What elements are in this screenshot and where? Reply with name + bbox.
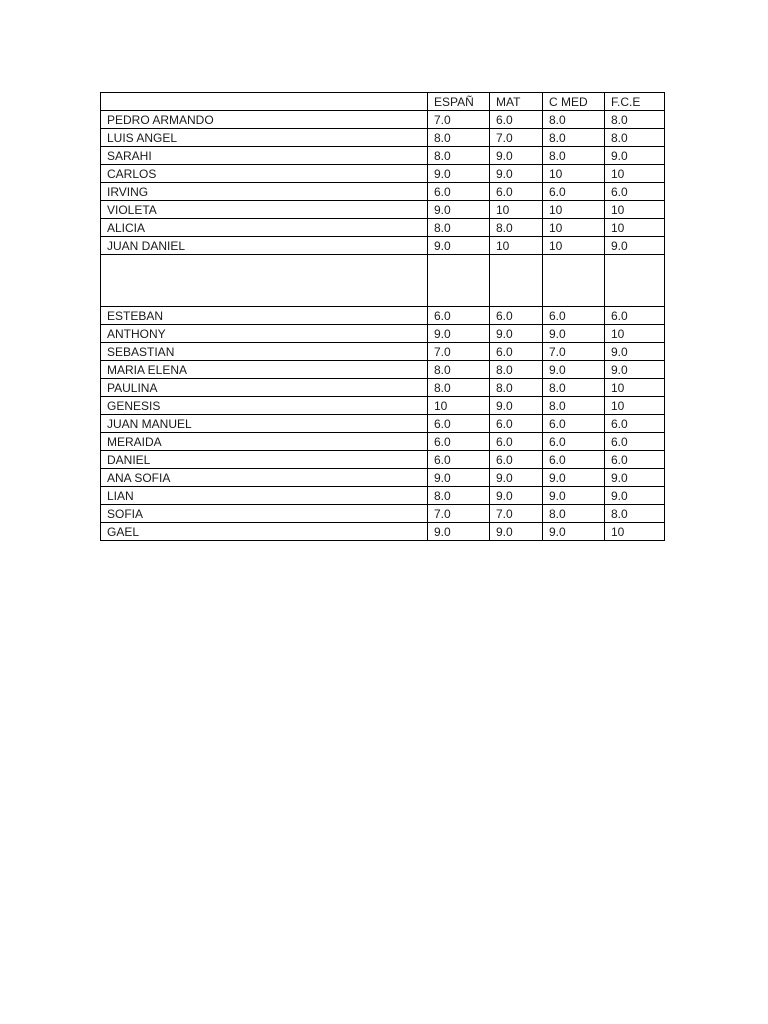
ciencias-medio-grade-cell: 6.0 (543, 183, 605, 201)
matematicas-grade-cell: 9.0 (490, 487, 543, 505)
matematicas-grade-cell: 10 (490, 201, 543, 219)
fce-grade-cell: 10 (605, 379, 665, 397)
ciencias-medio-grade-cell: 9.0 (543, 469, 605, 487)
espanol-grade-cell: 9.0 (428, 469, 490, 487)
matematicas-grade-cell: 8.0 (490, 219, 543, 237)
fce-grade-cell: 6.0 (605, 451, 665, 469)
matematicas-grade-cell: 6.0 (490, 415, 543, 433)
student-name-cell: SOFIA (101, 505, 428, 523)
matematicas-grade-cell: 8.0 (490, 361, 543, 379)
matematicas-grade-cell: 9.0 (490, 523, 543, 541)
header-cell-ciencias-medio: C MED (543, 93, 605, 111)
matematicas-grade-cell: 9.0 (490, 397, 543, 415)
matematicas-grade-cell: 9.0 (490, 147, 543, 165)
grades-table (100, 92, 665, 541)
header-cell-name (101, 93, 428, 111)
table-row (101, 111, 665, 129)
ciencias-medio-grade-cell: 9.0 (543, 523, 605, 541)
table-row (101, 325, 665, 343)
student-name-cell: ANTHONY (101, 325, 428, 343)
table-row (101, 397, 665, 415)
fce-grade-cell: 10 (605, 165, 665, 183)
matematicas-grade-cell: 10 (490, 237, 543, 255)
ciencias-medio-grade-cell: 10 (543, 219, 605, 237)
matematicas-grade-cell: 7.0 (490, 505, 543, 523)
fce-grade-cell: 6.0 (605, 433, 665, 451)
matematicas-grade-cell: 9.0 (490, 325, 543, 343)
table-row (101, 129, 665, 147)
grades-table-body (101, 93, 665, 541)
espanol-grade-cell: 9.0 (428, 523, 490, 541)
student-name-cell: IRVING (101, 183, 428, 201)
matematicas-grade-cell: 6.0 (490, 307, 543, 325)
ciencias-medio-grade-cell: 6.0 (543, 451, 605, 469)
table-row (101, 433, 665, 451)
espanol-grade-cell: 7.0 (428, 111, 490, 129)
student-name-cell: MARIA ELENA (101, 361, 428, 379)
fce-grade-cell: 9.0 (605, 487, 665, 505)
espanol-grade-cell: 7.0 (428, 343, 490, 361)
table-row (101, 147, 665, 165)
espanol-grade-cell: 8.0 (428, 219, 490, 237)
espanol-grade-cell: 9.0 (428, 165, 490, 183)
fce-grade-cell: 10 (605, 219, 665, 237)
espanol-grade-cell: 6.0 (428, 183, 490, 201)
fce-grade-cell: 10 (605, 397, 665, 415)
student-name-cell: VIOLETA (101, 201, 428, 219)
empty-cell (101, 255, 428, 307)
table-row (101, 343, 665, 361)
espanol-grade-cell: 10 (428, 397, 490, 415)
fce-grade-cell: 8.0 (605, 505, 665, 523)
ciencias-medio-grade-cell: 8.0 (543, 379, 605, 397)
matematicas-grade-cell: 7.0 (490, 129, 543, 147)
fce-grade-cell: 8.0 (605, 111, 665, 129)
matematicas-grade-cell: 6.0 (490, 343, 543, 361)
empty-cell (543, 255, 605, 307)
student-name-cell: GENESIS (101, 397, 428, 415)
ciencias-medio-grade-cell: 8.0 (543, 147, 605, 165)
fce-grade-cell: 9.0 (605, 343, 665, 361)
ciencias-medio-grade-cell: 8.0 (543, 397, 605, 415)
student-name-cell: DANIEL (101, 451, 428, 469)
ciencias-medio-grade-cell: 10 (543, 165, 605, 183)
header-row (101, 93, 665, 111)
espanol-grade-cell: 6.0 (428, 451, 490, 469)
fce-grade-cell: 10 (605, 523, 665, 541)
ciencias-medio-grade-cell: 10 (543, 237, 605, 255)
espanol-grade-cell: 8.0 (428, 147, 490, 165)
header-cell-espanol: ESPAÑ (428, 93, 490, 111)
matematicas-grade-cell: 9.0 (490, 165, 543, 183)
fce-grade-cell: 6.0 (605, 415, 665, 433)
table-row (101, 219, 665, 237)
ciencias-medio-grade-cell: 8.0 (543, 505, 605, 523)
student-name-cell: JUAN MANUEL (101, 415, 428, 433)
espanol-grade-cell: 8.0 (428, 487, 490, 505)
student-name-cell: LUIS ANGEL (101, 129, 428, 147)
empty-cell (428, 255, 490, 307)
espanol-grade-cell: 6.0 (428, 433, 490, 451)
ciencias-medio-grade-cell: 9.0 (543, 325, 605, 343)
student-name-cell: JUAN DANIEL (101, 237, 428, 255)
espanol-grade-cell: 9.0 (428, 325, 490, 343)
table-row (101, 451, 665, 469)
student-name-cell: PEDRO ARMANDO (101, 111, 428, 129)
empty-row (101, 255, 665, 307)
matematicas-grade-cell: 6.0 (490, 111, 543, 129)
table-row (101, 415, 665, 433)
student-name-cell: LIAN (101, 487, 428, 505)
table-row (101, 237, 665, 255)
table-row (101, 379, 665, 397)
header-cell-fce: F.C.E (605, 93, 665, 111)
matematicas-grade-cell: 9.0 (490, 469, 543, 487)
ciencias-medio-grade-cell: 9.0 (543, 361, 605, 379)
espanol-grade-cell: 6.0 (428, 415, 490, 433)
espanol-grade-cell: 7.0 (428, 505, 490, 523)
ciencias-medio-grade-cell: 6.0 (543, 433, 605, 451)
fce-grade-cell: 6.0 (605, 183, 665, 201)
table-row (101, 505, 665, 523)
table-row (101, 307, 665, 325)
student-name-cell: ESTEBAN (101, 307, 428, 325)
table-row (101, 183, 665, 201)
table-row (101, 165, 665, 183)
fce-grade-cell: 9.0 (605, 147, 665, 165)
ciencias-medio-grade-cell: 8.0 (543, 129, 605, 147)
fce-grade-cell: 9.0 (605, 469, 665, 487)
ciencias-medio-grade-cell: 6.0 (543, 307, 605, 325)
table-row (101, 487, 665, 505)
fce-grade-cell: 10 (605, 201, 665, 219)
table-row (101, 469, 665, 487)
fce-grade-cell: 9.0 (605, 237, 665, 255)
student-name-cell: ALICIA (101, 219, 428, 237)
matematicas-grade-cell: 6.0 (490, 433, 543, 451)
ciencias-medio-grade-cell: 9.0 (543, 487, 605, 505)
matematicas-grade-cell: 6.0 (490, 183, 543, 201)
ciencias-medio-grade-cell: 6.0 (543, 415, 605, 433)
student-name-cell: CARLOS (101, 165, 428, 183)
fce-grade-cell: 8.0 (605, 129, 665, 147)
matematicas-grade-cell: 6.0 (490, 451, 543, 469)
fce-grade-cell: 9.0 (605, 361, 665, 379)
empty-cell (490, 255, 543, 307)
table-row (101, 523, 665, 541)
espanol-grade-cell: 6.0 (428, 307, 490, 325)
table-row (101, 201, 665, 219)
espanol-grade-cell: 9.0 (428, 201, 490, 219)
matematicas-grade-cell: 8.0 (490, 379, 543, 397)
student-name-cell: SARAHI (101, 147, 428, 165)
fce-grade-cell: 6.0 (605, 307, 665, 325)
student-name-cell: MERAIDA (101, 433, 428, 451)
student-name-cell: ANA SOFIA (101, 469, 428, 487)
student-name-cell: GAEL (101, 523, 428, 541)
table-row (101, 361, 665, 379)
header-cell-matematicas: MAT (490, 93, 543, 111)
empty-cell (605, 255, 665, 307)
espanol-grade-cell: 8.0 (428, 361, 490, 379)
espanol-grade-cell: 8.0 (428, 379, 490, 397)
ciencias-medio-grade-cell: 8.0 (543, 111, 605, 129)
student-name-cell: SEBASTIAN (101, 343, 428, 361)
espanol-grade-cell: 8.0 (428, 129, 490, 147)
ciencias-medio-grade-cell: 10 (543, 201, 605, 219)
espanol-grade-cell: 9.0 (428, 237, 490, 255)
fce-grade-cell: 10 (605, 325, 665, 343)
ciencias-medio-grade-cell: 7.0 (543, 343, 605, 361)
student-name-cell: PAULINA (101, 379, 428, 397)
